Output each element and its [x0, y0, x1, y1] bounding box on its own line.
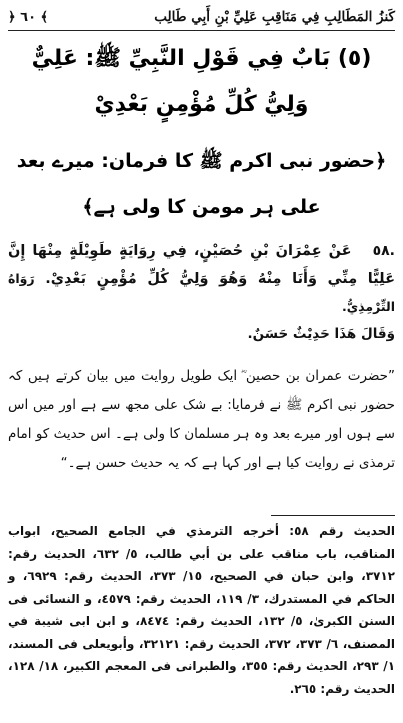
footnote: الحديث رقم ٥٨: أخرجه الترمذي في الجامع الصحيح، ابواب المناقب، باب مناقب علی بن أبي طالب، ٥/ ٦٣٢، الحديث رقم: ٣٧١٢، وابن حبان في الصحيح، ١٥/ ٣٧٣، الحديث رقم: ٦٩٢٩، و الحاكم في المستدرك، ٣/ ١١٩، الحديث رقم: ٤٥٧٩، و النسائی فی السنن الکبریٰ، ٥/ ١٣٢، الحديث رقم: ٨٤٧٤، و ابن ابی شيبة في المصنف، ٦/ ٣٧٣، ٣٧٢، الحديث رقم: ٣٢١٢١، وأبويعلی فی المسند، ١/ ٢٩٣، الحديث رقم: ٣٥٥، والطبرانی فی المعجم الکبير، ١٨/ ١٢٨، الحديث رقم: ٢٦٥.: [8, 524, 396, 696]
urdu-chapter-heading: ﴿حضور نبی اکرم ﷺ کا فرمان: میرے بعد علی ہر مومن کا ولی ہے﴾: [16, 150, 387, 218]
hadith-grade: وَقَالَ هَذَا حَدِيْثٌ حَسَنٌ.: [247, 326, 395, 342]
chapter-heading: (٥) بَابٌ فِي قَوْلِ النَّبِيِّ ﷺ: عَلِيٌّ وَلِيُّ كُلِّ مُؤْمِنٍ بَعْدِيْ: [31, 46, 372, 117]
running-title: كَنزُ المَطَالِبِ فِي مَنَاقِبِ عَلِيِّ بْنِ أَبِي طَالِب: [154, 9, 395, 25]
page-number: ﴿ ٦٠ ﴾: [8, 9, 49, 25]
hadith-reference: رَوَاهُ التِّرْمِذِيُّ.: [8, 271, 395, 314]
running-header: [8, 4, 395, 31]
hadith-number: ٥٨.: [372, 243, 395, 259]
hadith-arabic: [8, 238, 395, 352]
hadith-text: عَنْ عِمْرَانَ بْنِ حُصَيْنٍ، فِي رِوَايَةٍ طَوِيْلَةٍ مِنْهَا إِنَّ عَلِيًّا مِنِّي وَأَنَا مِنْهُ وَهُوَ وَلِيُّ كُلِّ مُؤْمِنٍ بَعْدِيْ.: [8, 243, 395, 287]
urdu-translation: ”حضرت عمران بن حصین ؓ ایک طویل روایت میں بیان کرتے ہیں کہ حضور نبی اکرم ﷺ نے فرمایا: بے شک علی مجھ سے ہے اور میں اس سے ہوں اور میرے بعد وہ ہر مسلمان کا ولی ہے۔ اس حدیث کو امام ترمذی نے روایت کیا ہے اور کہا ہے کہ یہ حدیث حسن ہے۔“: [8, 368, 395, 471]
footnote-separator: [271, 515, 395, 516]
